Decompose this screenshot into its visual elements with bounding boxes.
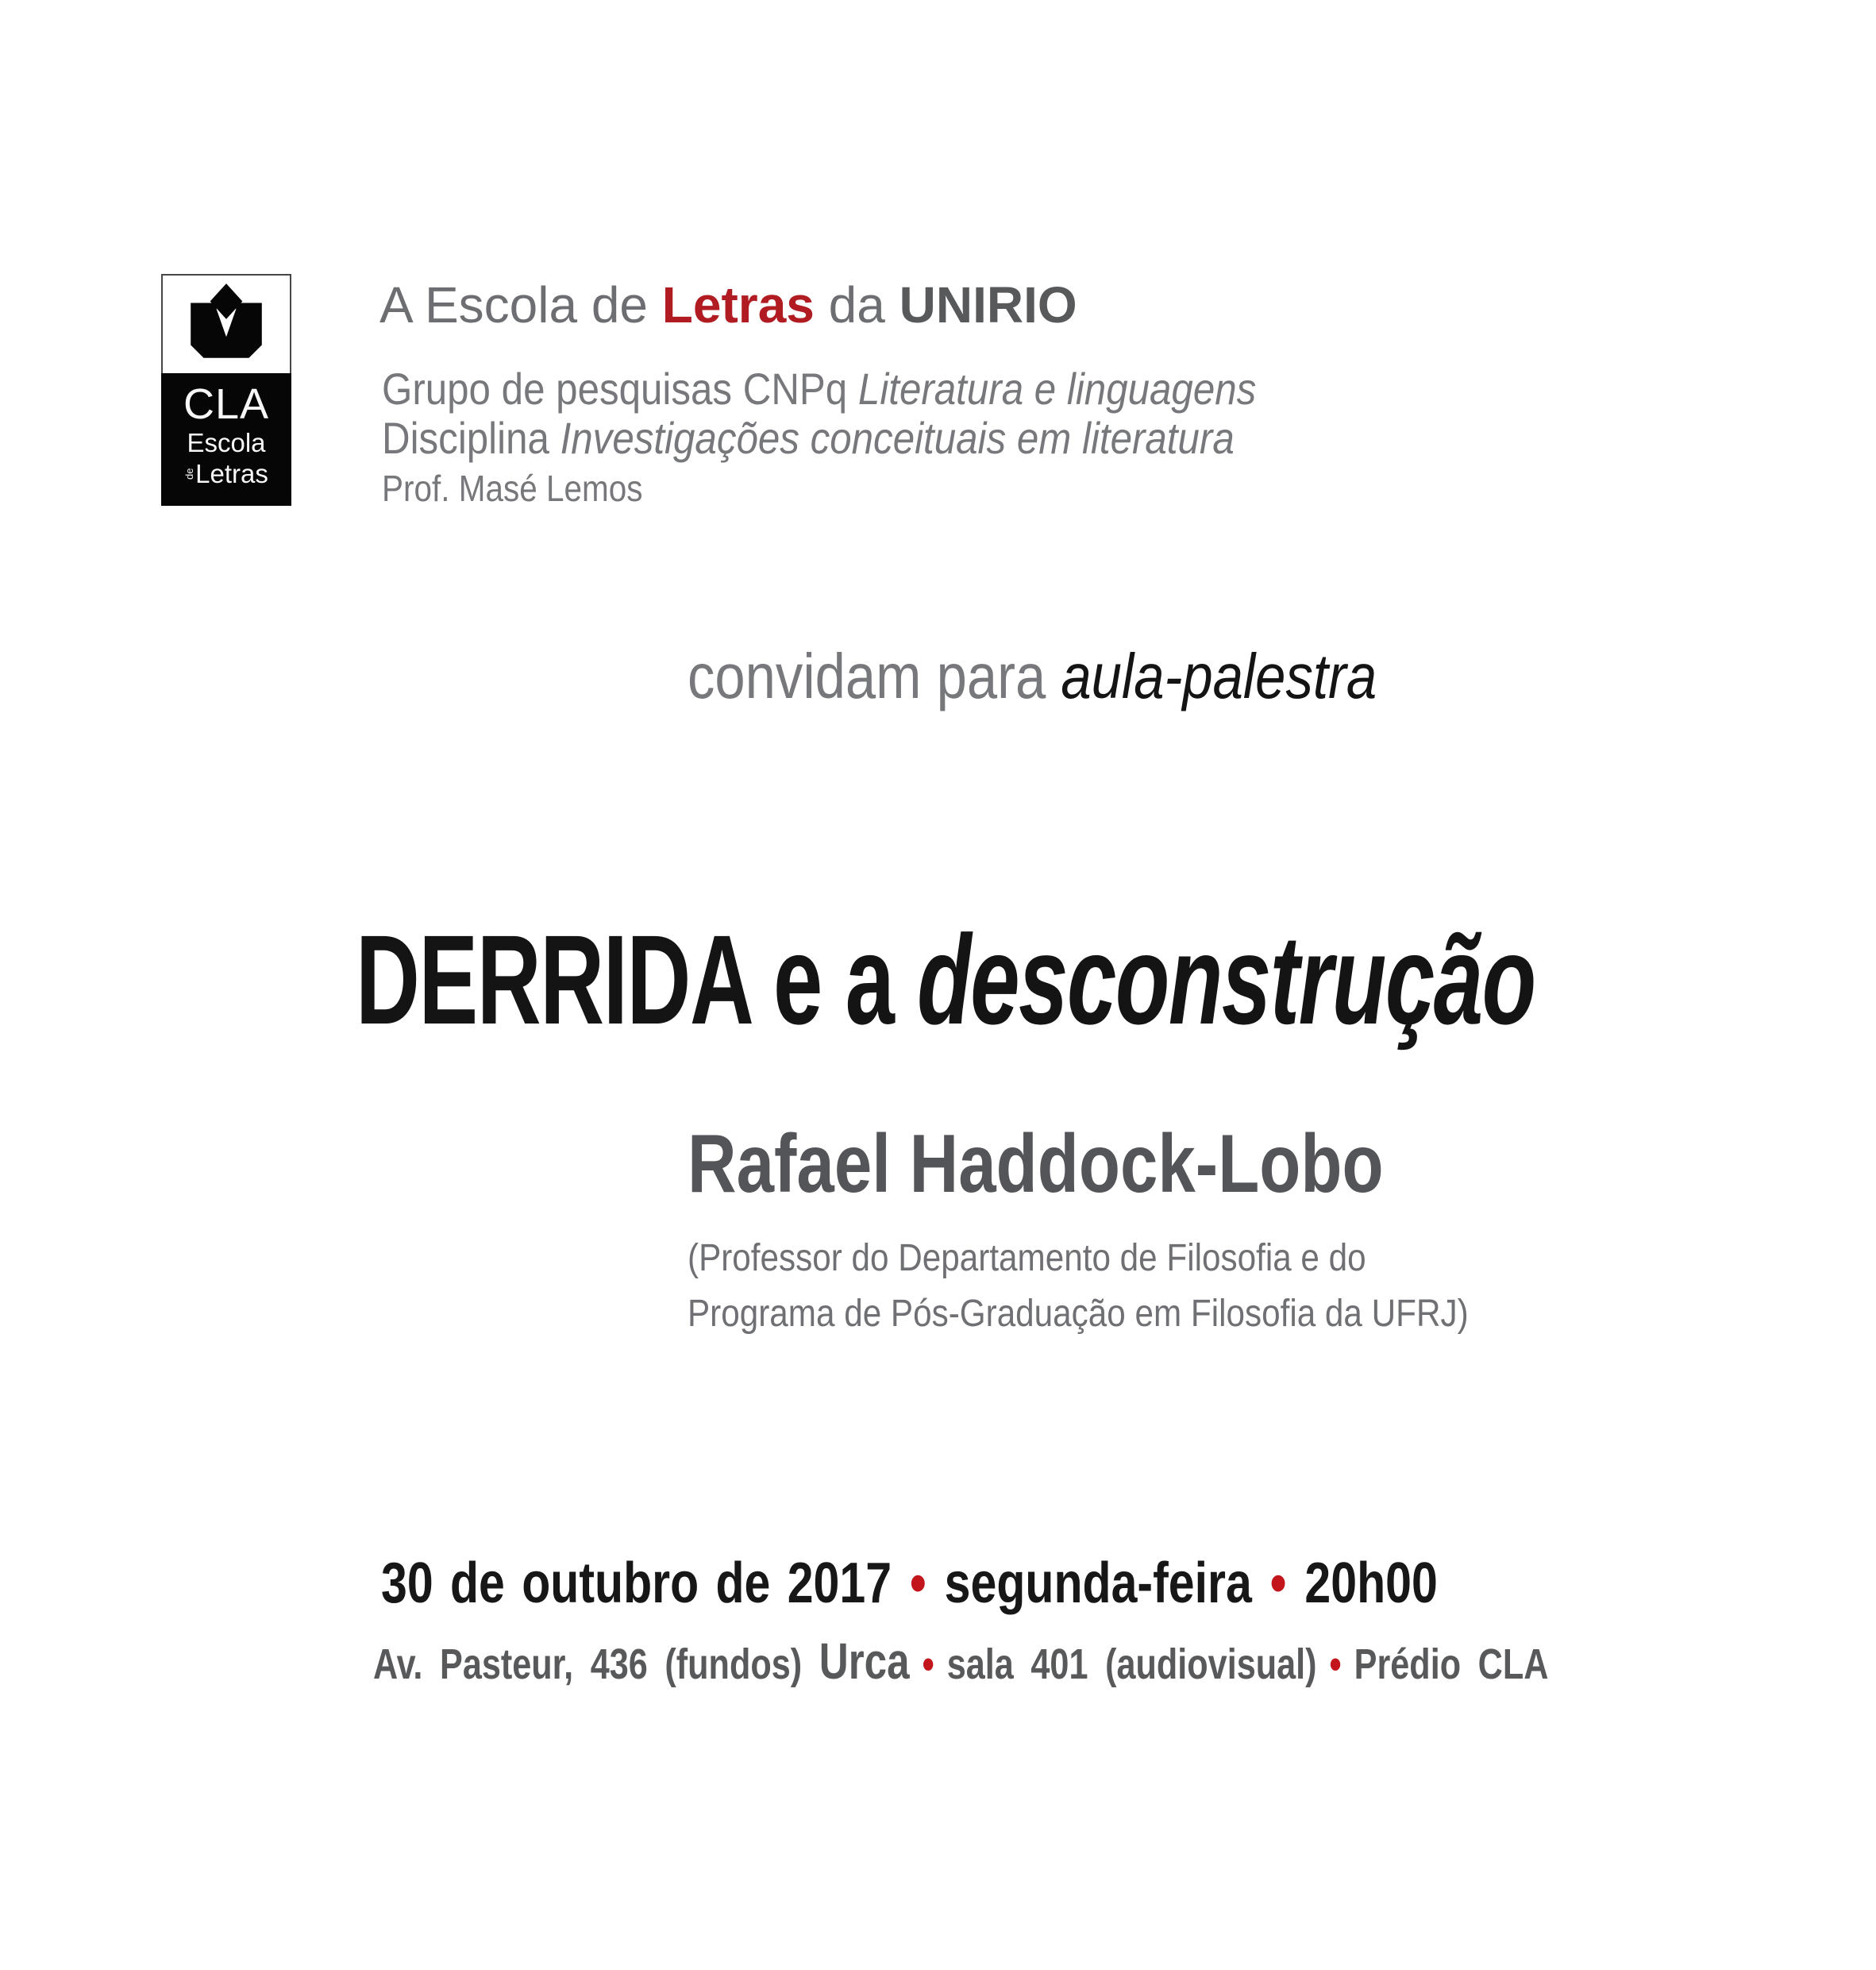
discipline-name: Investigações conceituais em literatura bbox=[560, 413, 1235, 463]
event-title-italic: desconstrução bbox=[917, 908, 1535, 1051]
unirio-symbol-box bbox=[161, 274, 291, 373]
bullet-separator-icon: • bbox=[1329, 1640, 1342, 1688]
logo-de-rotated: de bbox=[183, 468, 196, 480]
event-time: 20h00 bbox=[1304, 1552, 1438, 1615]
logo-letras-row bbox=[184, 458, 268, 490]
event-datetime bbox=[381, 1552, 1438, 1615]
discipline-prefix: Disciplina bbox=[382, 413, 560, 463]
speaker-name: Rafael Haddock-Lobo bbox=[688, 1118, 1384, 1210]
event-room: sala 401 (audiovisual) bbox=[946, 1640, 1317, 1688]
event-weekday: segunda-feira bbox=[944, 1552, 1252, 1615]
invitation-line bbox=[688, 641, 1377, 711]
event-title bbox=[356, 908, 1535, 1051]
logo-acronym: CLA bbox=[183, 380, 270, 428]
header-title bbox=[379, 276, 1077, 333]
header-title-org: UNIRIO bbox=[899, 276, 1077, 333]
research-group-line bbox=[382, 364, 1257, 414]
professor-line: Prof. Masé Lemos bbox=[382, 468, 643, 509]
bullet-separator-icon: • bbox=[922, 1640, 934, 1688]
event-building: Prédio CLA bbox=[1354, 1640, 1549, 1688]
speaker-description-line2: Programa de Pós-Graduação em Filosofia da UFRJ) bbox=[688, 1293, 1469, 1335]
unirio-symbol-icon bbox=[185, 280, 268, 369]
unirio-cla-logo bbox=[161, 274, 291, 506]
speaker-description-line1: (Professor do Departamento de Filosofia e do bbox=[688, 1237, 1366, 1279]
header-title-prefix: A Escola de bbox=[379, 276, 662, 333]
invitation-type: aula-palestra bbox=[1061, 641, 1377, 711]
header-title-letras: Letras bbox=[661, 276, 815, 333]
bullet-separator-icon: • bbox=[910, 1552, 926, 1615]
bullet-separator-icon: • bbox=[1269, 1552, 1287, 1615]
research-group-prefix: Grupo de pesquisas CNPq bbox=[382, 364, 858, 414]
event-location bbox=[373, 1633, 1549, 1690]
discipline-line bbox=[382, 413, 1235, 463]
logo-letras-word: Letras bbox=[195, 459, 268, 488]
event-title-prefix: DERRIDA e a bbox=[356, 908, 918, 1051]
logo-text-box bbox=[161, 373, 291, 506]
event-date: 30 de outubro de 2017 bbox=[381, 1552, 892, 1615]
event-neighborhood: Urca bbox=[819, 1633, 910, 1690]
research-group-name: Literatura e linguagens bbox=[857, 364, 1257, 414]
header-title-middle: da bbox=[814, 276, 899, 333]
event-address: Av. Pasteur, 436 (fundos) bbox=[373, 1640, 803, 1688]
speaker-description bbox=[688, 1231, 1469, 1342]
logo-school-word: Escola bbox=[187, 428, 266, 457]
invitation-prefix: convidam para bbox=[688, 641, 1061, 711]
